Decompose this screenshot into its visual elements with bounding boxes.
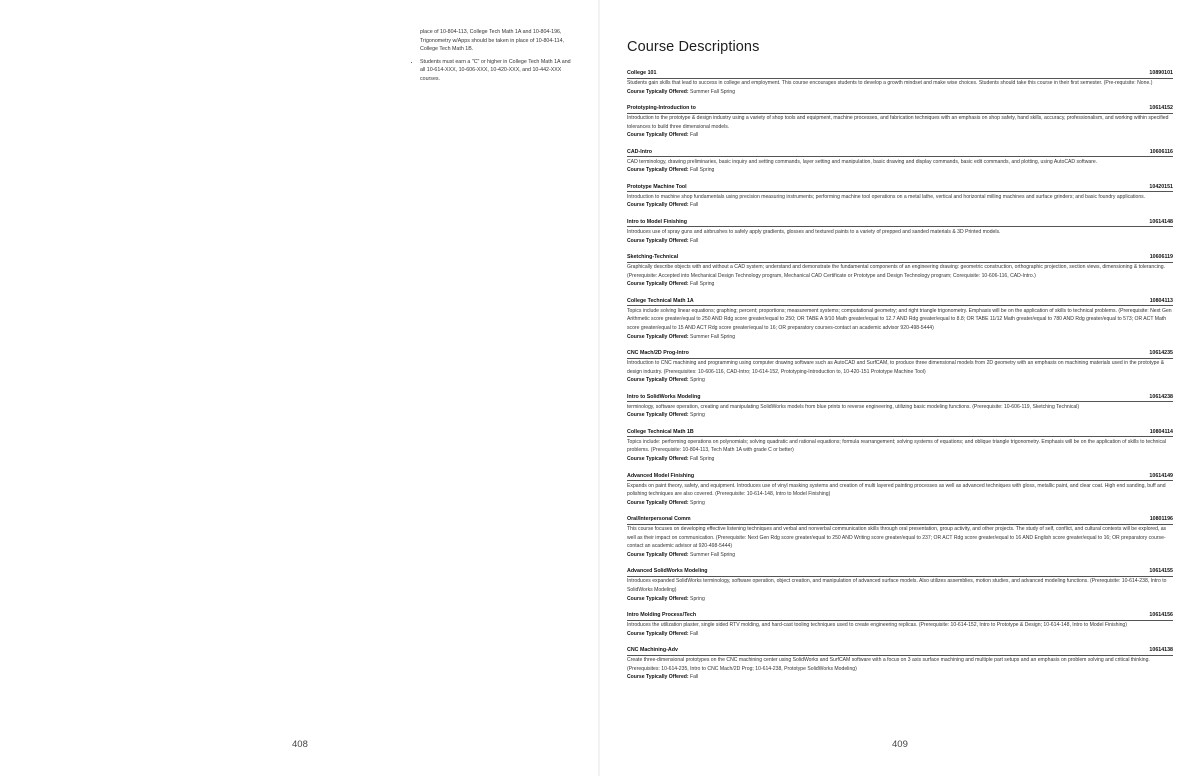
offered-label: Course Typically Offered: [627, 595, 689, 602]
course-title: Advanced SolidWorks Modeling [627, 568, 708, 575]
course-description: Graphically describe objects with and without a CAD system; understand and demonstrate the fundamental components of an engineering drawing: geometric construction, orthographic projection, section views, dimensioning & tolerancing. (Prerequisite: Accepted into Mechanical Design Technology program, Mechanical CAD Certificate or Prototype and Design Technology program; Corequisite: 10-606-116, CAD-Intro.) [627, 264, 1165, 279]
offered-terms: Fall [690, 132, 699, 139]
course-offered [627, 376, 1173, 384]
course-title: College 101 [627, 70, 657, 76]
course-entry [627, 647, 1173, 681]
course-entry [627, 350, 1173, 384]
course-title: CNC Mach/2D Prog-Intro [627, 350, 689, 357]
course-offered [627, 673, 1173, 681]
offered-label: Course Typically Offered: [627, 237, 689, 244]
course-header [627, 105, 1173, 114]
course-code: 10614238 [1149, 393, 1173, 400]
course-header [627, 298, 1173, 307]
course-entry [627, 473, 1173, 507]
course-offered [627, 551, 1173, 559]
course-title: College Technical Math 1B [627, 428, 694, 435]
course-offered [627, 201, 1173, 209]
course-offered [627, 280, 1173, 288]
course-header [627, 568, 1173, 577]
continued-note: place of 10-804-113, College Tech Math 1A and 10-804-196, Trigonometry w/Apps should be taken in place of 10-804-114, College Tech Math 1B. [420, 29, 564, 53]
course-description: Introduction to the prototype & design industry using a variety of shop tools and equipment, machine processes, and fabrication techniques with an emphasis on shop safety, hand skills, accuracy, professionalism, and working within specified tolerances to build three dimensional models. [627, 115, 1169, 130]
course-code: 10804113 [1149, 297, 1173, 304]
page-number-left: 408 [292, 739, 308, 750]
course-title: Intro Molding Process/Tech [627, 612, 697, 619]
course-offered [627, 333, 1173, 341]
offered-terms: Summer Fall Spring [690, 333, 736, 340]
course-code: 10606116 [1149, 148, 1173, 155]
course-header [627, 394, 1173, 403]
offered-terms: Fall [690, 237, 699, 244]
requirements-list [402, 58, 574, 84]
page-title: Course Descriptions [627, 39, 760, 55]
course-code: 10614156 [1149, 612, 1173, 619]
course-offered [627, 455, 1173, 463]
course-header [627, 429, 1173, 438]
course-header [627, 184, 1173, 193]
course-header [627, 254, 1173, 263]
course-offered [627, 411, 1173, 419]
offered-label: Course Typically Offered: [627, 551, 689, 558]
course-header [627, 350, 1173, 359]
page-number-right: 409 [892, 739, 908, 750]
requirement-bullet: • Students must earn a "C" or higher in College Tech Math 1A and all 10-614-XXX, 10-606-XXX, 10-420-XXX, and 10-442-XXX courses. [420, 58, 574, 84]
course-description: Introduction to machine shop fundamentals using precision measuring instruments; performing machine tool operations on a metal lathe, vertical and horizontal milling machines and surface grinders; and basic foundry applications. [627, 193, 1146, 200]
course-code: 10614152 [1149, 105, 1173, 112]
course-title: Prototyping-Introduction to [627, 105, 696, 112]
right-page [600, 0, 1200, 776]
offered-label: Course Typically Offered: [627, 499, 689, 506]
offered-label: Course Typically Offered: [627, 630, 689, 637]
course-description: Expands on paint theory, safety, and equipment. Introduces use of vinyl masking systems and creation of multi layered painting processes as well as advanced techniques with gloss, metallic paint, and clear coat. High end sanding, buff and polishing techniques are also covered. (Prerequisite: 10-614-148, Intro to Model Finishing) [627, 482, 1166, 498]
offered-label: Course Typically Offered: [627, 88, 689, 95]
course-description: Create three-dimensional prototypes on the CNC machining center using SolidWorks and SurfCAM software with a focus on 3 axis surface machining and multiple part setups and an emphasis on problem solving and critical thinking. (Prerequisites: 10-614-235, Intro to CNC Mach/2D Prog; 10-614-238, Prototype SolidWorks Modeling) [627, 657, 1150, 672]
course-code: 10801196 [1149, 516, 1173, 523]
course-title: Sketching-Technical [627, 254, 679, 261]
offered-terms: Spring [690, 499, 705, 506]
offered-terms: Spring [690, 595, 705, 602]
course-code: 10890101 [1149, 70, 1173, 76]
course-code: 10614149 [1149, 472, 1173, 479]
course-description: Introduces use of spray guns and airbrushes to safely apply gradients, glosses and textured paints to a variety of prepped and sanded materials & 3D Printed models. [627, 228, 1001, 235]
offered-terms: Fall Spring [690, 167, 715, 174]
course-entry [627, 429, 1173, 463]
course-header [627, 70, 1173, 79]
course-description: Topics include: performing operations on polynomials; solving quadratic and rational equations; formula rearrangement; solving systems of equations; and oblique triangle trigonometry. Emphasis will be on the application of skills to technical problems. (Prerequisite: 10-804-113, Tech Math 1A with grade C or better) [627, 438, 1167, 454]
course-offered [627, 166, 1173, 174]
course-offered [627, 237, 1173, 245]
course-code: 10614235 [1149, 350, 1173, 357]
course-header [627, 473, 1173, 482]
offered-label: Course Typically Offered: [627, 412, 689, 419]
offered-label: Course Typically Offered: [627, 281, 689, 288]
course-title: CNC Machining-Adv [627, 647, 678, 654]
course-title: CAD-Intro [627, 148, 653, 155]
course-code: 10420151 [1149, 183, 1173, 190]
course-title: College Technical Math 1A [627, 297, 694, 304]
course-offered [627, 499, 1173, 507]
offered-terms: Fall [690, 202, 699, 209]
course-header [627, 516, 1173, 525]
course-offered [627, 131, 1173, 139]
course-offered [627, 630, 1173, 638]
course-entry [627, 184, 1173, 210]
course-header [627, 149, 1173, 158]
course-entry [627, 149, 1173, 175]
offered-label: Course Typically Offered: [627, 167, 689, 174]
course-description: Introduction to CNC machining and programming using computer drawing software such as AutoCAD and SurfCAM, to produce three dimensional models from 2D geometry with an emphasis on machining materials used in the prototype & design industry. (Prerequisites: 10-606-116, CAD-Intro; 10-614-152, Prototyping-Introduction to, 10-420-151 Prototype Machine Tool) [627, 360, 1165, 375]
course-entry [627, 219, 1173, 245]
offered-terms: Fall [690, 630, 699, 637]
offered-label: Course Typically Offered: [627, 674, 689, 681]
course-description: Students gain skills that lead to success in college and employment. This course encourages students to develop a growth mindset and make wise choices. Students should take this course in their first semester. (Pre-requisite: None.) [627, 80, 1153, 86]
offered-label: Course Typically Offered: [627, 377, 689, 384]
course-entry [627, 254, 1173, 288]
course-entry [627, 298, 1173, 341]
course-entry [627, 516, 1173, 559]
offered-terms: Fall Spring [690, 281, 715, 288]
course-code: 10614148 [1149, 218, 1173, 225]
course-code: 10606119 [1149, 254, 1173, 261]
course-code: 10614155 [1149, 568, 1173, 575]
course-code: 10804114 [1149, 428, 1173, 435]
course-description: terminology, software operation, creating and manipulating SolidWorks models from blue prints to reverse engineering, utilizing basic modeling functions. (Prerequisite: 10-606-119, Sketching Technical) [627, 403, 1080, 410]
course-entry [627, 612, 1173, 638]
left-page [0, 0, 598, 776]
course-title: Prototype Machine Tool [627, 183, 687, 190]
course-title: Intro to SolidWorks Modeling [627, 393, 701, 400]
course-entry [627, 568, 1173, 602]
course-entry [627, 70, 1173, 96]
course-description: CAD terminology, drawing preliminaries, basic inquiry and setting commands, layer setting and manipulation, basic drawing and display commands, basic edit commands, and plotting, using AutoCAD software. [627, 158, 1098, 165]
offered-label: Course Typically Offered: [627, 202, 689, 209]
offered-label: Course Typically Offered: [627, 456, 689, 462]
course-entry [627, 105, 1173, 139]
left-page-notes [402, 28, 574, 84]
course-entry [627, 394, 1173, 420]
course-descriptions-section [627, 39, 1173, 691]
course-offered [627, 595, 1173, 603]
course-header [627, 219, 1173, 228]
course-title: Intro to Model Finishing [627, 218, 688, 225]
offered-terms: Fall Spring [690, 456, 715, 462]
course-description: Introduces the utilization plaster, single sided RTV molding, and hard-cast tooling techniques used to create engineering replicas. (Prerequisite: 10-614-152, Intro to Prototype & Design; 10-614-148, Intro to Model Finishing) [627, 622, 1127, 629]
course-description: This course focuses on developing effective listening techniques and verbal and nonverbal communication skills through oral presentation, group activity, and other projects. The study of self, conflict, and cultural contexts will be explored, as well as their impact on communication. (Prerequisite: Next Gen Rdg score greater/equal to 250 AND Writing score greater/equal to 237; OR ACT Rdg score greater/equal to 16 AND English score greater/equal to 16; OR preparatory course-contact an academic advisor at 920-498-5444) [627, 526, 1167, 550]
offered-terms: Spring [690, 377, 705, 384]
course-offered [627, 88, 1173, 96]
offered-terms: Fall [690, 674, 699, 681]
course-header [627, 647, 1173, 656]
course-header [627, 612, 1173, 621]
offered-terms: Summer Fall Spring [690, 551, 736, 558]
offered-label: Course Typically Offered: [627, 333, 689, 340]
course-description: Introduces expanded SolidWorks terminology, software operation, object creation, and manipulation of advanced surface models. Also utilizes assemblies, motion studies, and advanced modeling functions. (Prerequisite: 10-614-238, Intro to SolidWorks Modeling) [627, 578, 1167, 594]
course-code: 10614138 [1149, 647, 1173, 654]
offered-terms: Summer Fall Spring [690, 88, 736, 95]
course-title: Oral/Interpersonal Comm [627, 516, 691, 523]
course-list [627, 70, 1173, 681]
course-description: Topics include solving linear equations; graphing; percent; proportions; measurement systems; computational geometry; and right triangle trigonometry. Emphasis will be on the application of skills to technical problems. (Prerequisite: Next Gen Arithmetic score greater/equal to 250 AND Rdg score greater/equal to 250; OR TABE A 9/10 Math greater/equal to 12.7 AND Rdg greater/equal to 8.8; OR TABE 11/12 Math greater/equal to 780 AND Rdg greater/equal to 573; OR ACT Math score greater/equal to 15 AND ACT Rdg score greater/equal to 16; OR preparatory courses-contact an academic advisor 920-498-5444) [627, 307, 1172, 331]
offered-terms: Spring [690, 412, 705, 419]
offered-label: Course Typically Offered: [627, 132, 689, 139]
course-title: Advanced Model Finishing [627, 472, 695, 479]
